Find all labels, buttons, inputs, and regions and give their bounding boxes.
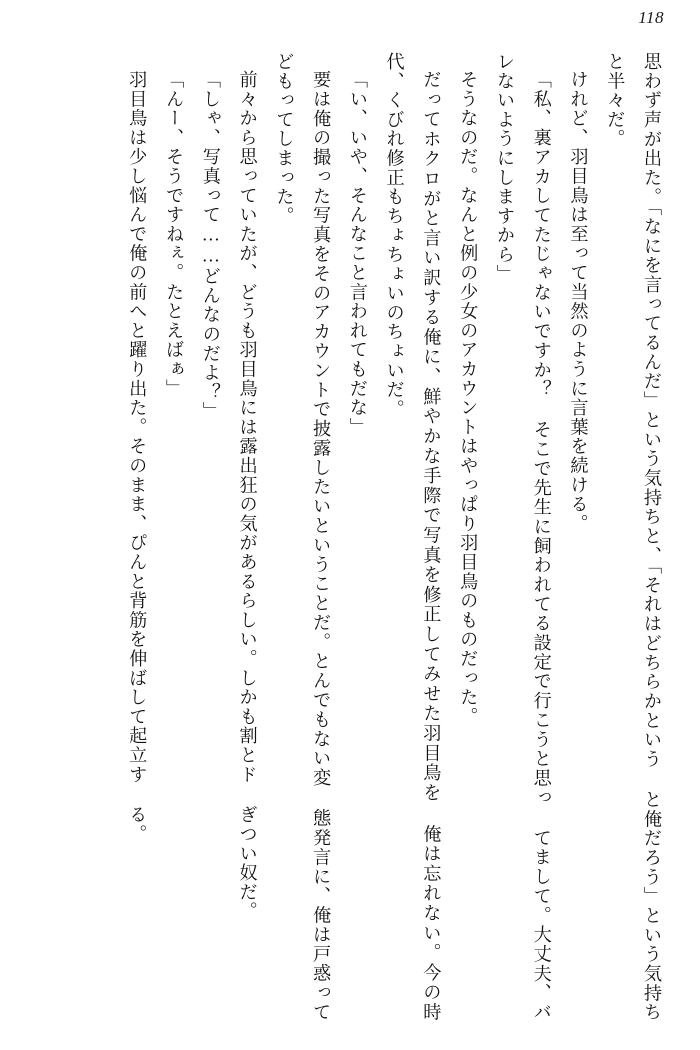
paragraph: 「んー、そうですねぇ。たとえばぁ」 [164, 70, 185, 399]
body-text [30, 52, 670, 1022]
paragraph: 羽目鳥は少し悩んで俺の前へと躍り出た。そのまま、ぴんと背筋を伸ばして起立す る。 [127, 70, 148, 844]
paragraph: だってホクロがと言い訳する俺に、鮮やかな手際で写真を修正してみせた羽目鳥を 俺は忘れない。今の時代、くびれ修正もちょちょいのちょいだ。 [384, 52, 442, 1022]
paragraph: 前々から思っていたが、どうも羽目鳥には露出狂の気があるらしい。しかも割とド ぎつい奴だ。 [237, 70, 258, 922]
paragraph: 「私、裏アカしてたじゃないですか？ そこで先生に飼われてる設定で行こうと思っ てまして。大丈夫、バレないようにしますから」 [494, 52, 552, 1022]
paragraph: けれど、羽目鳥は至って当然のように言葉を続ける。 [568, 70, 589, 534]
paragraph: そうなのだ。なんと例の少女のアカウントはやっぱり羽目鳥のものだった。 [458, 70, 479, 727]
paragraph: 「い、いや、そんなこと言われてもだな」 [347, 70, 368, 437]
paragraph: 「しゃ、写真って……どんなのだよ？」 [200, 70, 221, 422]
paragraph: 要は俺の撮った写真をそのアカウントで披露したいということだ。とんでもない変 態発言に、俺は戸惑ってどもってしまった。 [274, 52, 332, 1022]
paragraph: 思わず声が出た。「なにを言ってるんだ」という気持ちと、「それはどちらかという と俺だろう」という気持ちと半々だ。 [605, 52, 662, 1022]
page-number: 118 [638, 8, 664, 27]
